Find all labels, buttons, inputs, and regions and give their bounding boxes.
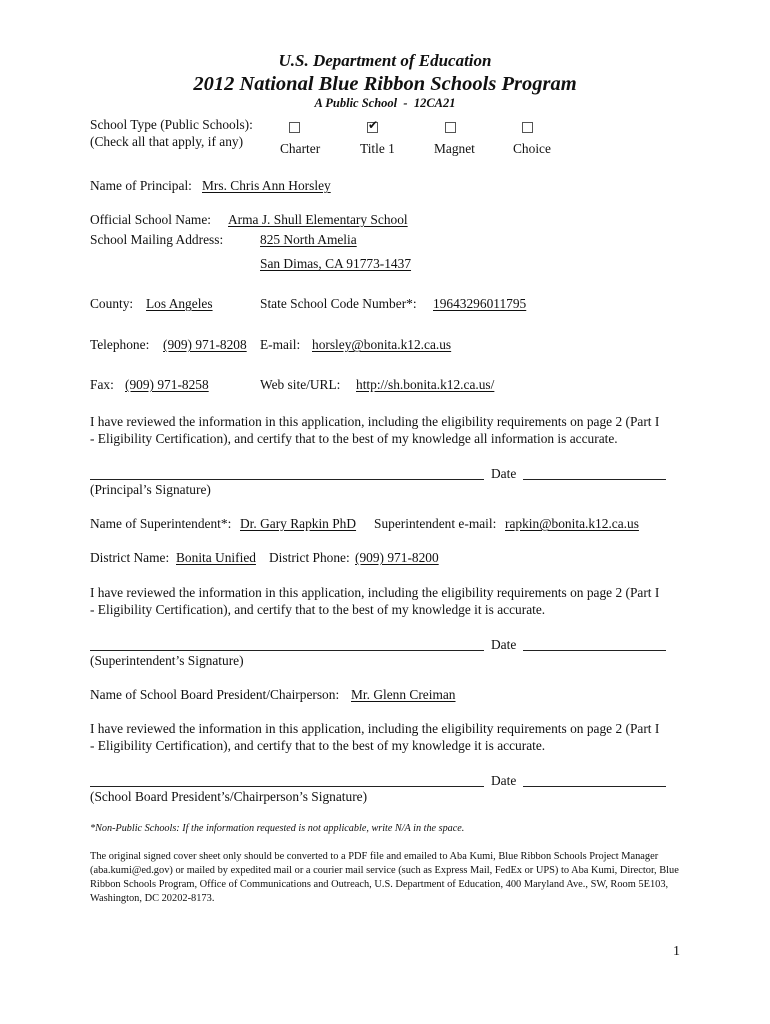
superintendent-date-label: Date <box>491 637 517 652</box>
board-signature-line[interactable] <box>90 786 484 787</box>
magnet-checkbox[interactable] <box>445 122 456 133</box>
principal-name[interactable]: Mrs. Chris Ann Horsley <box>202 178 331 193</box>
fax-value[interactable]: (909) 971-8258 <box>125 377 209 392</box>
check-icon: ✔ <box>368 118 379 132</box>
charter-checkbox[interactable] <box>289 122 300 133</box>
district-phone-value[interactable]: (909) 971-8200 <box>355 550 439 565</box>
email-label: E-mail: <box>260 337 301 352</box>
official-name-label: Official School Name: <box>90 212 211 227</box>
board-signature-label: (School Board President’s/Chairperson’s Signature) <box>90 789 368 804</box>
board-president-name[interactable]: Mr. Glenn Creiman <box>351 687 456 702</box>
address-line1[interactable]: 825 North Amelia <box>260 232 357 247</box>
superintendent-label: Name of Superintendent*: <box>90 516 232 531</box>
superintendent-signature-line[interactable] <box>90 650 484 651</box>
telephone-value[interactable]: (909) 971-8208 <box>163 337 247 352</box>
district-phone-label: District Phone: <box>269 550 350 565</box>
superintendent-cert-line1: I have reviewed the information in this application, including the eligibility requirements on page 2 (Part I <box>90 585 660 600</box>
district-name-label: District Name: <box>90 550 170 565</box>
superintendent-date-line[interactable] <box>523 650 666 651</box>
board-president-label: Name of School Board President/Chairperson: <box>90 687 340 702</box>
department-title: U.S. Department of Education <box>278 51 492 70</box>
county-value[interactable]: Los Angeles <box>146 296 213 311</box>
school-type-label: School Type (Public Schools): <box>90 117 253 132</box>
state-code-label: State School Code Number*: <box>260 296 417 311</box>
principal-signature-line[interactable] <box>90 479 484 480</box>
charter-label: Charter <box>280 141 321 156</box>
principal-date-line[interactable] <box>523 479 666 480</box>
telephone-label: Telephone: <box>90 337 150 352</box>
website-label: Web site/URL: <box>260 377 341 392</box>
page-number: 1 <box>673 944 680 959</box>
superintendent-signature-label: (Superintendent’s Signature) <box>90 653 244 668</box>
website-link[interactable]: http://sh.bonita.k12.ca.us/ <box>356 377 495 392</box>
superintendent-cert-line2: - Eligibility Certification), and certify that to the best of my knowledge it is accurate. <box>90 602 546 617</box>
program-title: 2012 National Blue Ribbon Schools Program <box>193 73 577 95</box>
board-cert-line2: - Eligibility Certification), and certify that to the best of my knowledge it is accurate. <box>90 738 546 753</box>
fax-label: Fax: <box>90 377 114 392</box>
choice-label: Choice <box>513 141 551 156</box>
superintendent-email-label: Superintendent e-mail: <box>374 516 497 531</box>
email-value[interactable]: horsley@bonita.k12.ca.us <box>312 337 452 352</box>
principal-signature-label: (Principal’s Signature) <box>90 482 211 497</box>
title1-checkbox[interactable] <box>367 118 379 133</box>
principal-label: Name of Principal: <box>90 178 192 193</box>
district-name-value[interactable]: Bonita Unified <box>176 550 256 565</box>
state-code-value[interactable]: 19643296011795 <box>433 296 527 311</box>
superintendent-name[interactable]: Dr. Gary Rapkin PhD <box>240 516 357 531</box>
principal-cert-line1: I have reviewed the information in this application, including the eligibility requirements on page 2 (Part I <box>90 414 660 429</box>
principal-date-label: Date <box>491 466 517 481</box>
board-date-line[interactable] <box>523 786 666 787</box>
official-name-value[interactable]: Arma J. Shull Elementary School <box>228 212 408 227</box>
choice-checkbox[interactable] <box>522 122 533 133</box>
superintendent-email[interactable]: rapkin@bonita.k12.ca.us <box>505 516 639 531</box>
submission-instructions: The original signed cover sheet only should be converted to a PDF file and emailed to Aba Kumi, Blue Ribbon Schools Project Manager (aba.kumi@ed.gov) or mailed by expedited mail or a courier mail service (such as Express Mail, FedEx or UPS) to Aba Kumi, Director, Blue Ribbon Schools Program, Office of Communications and Outreach, U.S. Department of Education, 400 Maryland Ave., SW, Room 5E103, Washington, DC 20202-8173. <box>90 851 679 905</box>
address-line2[interactable]: San Dimas, CA 91773-1437 <box>260 256 412 271</box>
board-date-label: Date <box>491 773 517 788</box>
non-public-footnote: *Non-Public Schools: If the information requested is not applicable, write N/A in the space. <box>90 823 465 834</box>
board-cert-line1: I have reviewed the information in this application, including the eligibility requirements on page 2 (Part I <box>90 721 660 736</box>
school-code-line: A Public School - 12CA21 <box>314 96 456 110</box>
title1-label: Title 1 <box>360 141 395 156</box>
mailing-address-label: School Mailing Address: <box>90 232 224 247</box>
county-label: County: <box>90 296 134 311</box>
principal-cert-line2: - Eligibility Certification), and certify that to the best of my knowledge all information is accurate. <box>90 431 618 446</box>
school-type-hint: (Check all that apply, if any) <box>90 134 244 149</box>
magnet-label: Magnet <box>434 141 475 156</box>
